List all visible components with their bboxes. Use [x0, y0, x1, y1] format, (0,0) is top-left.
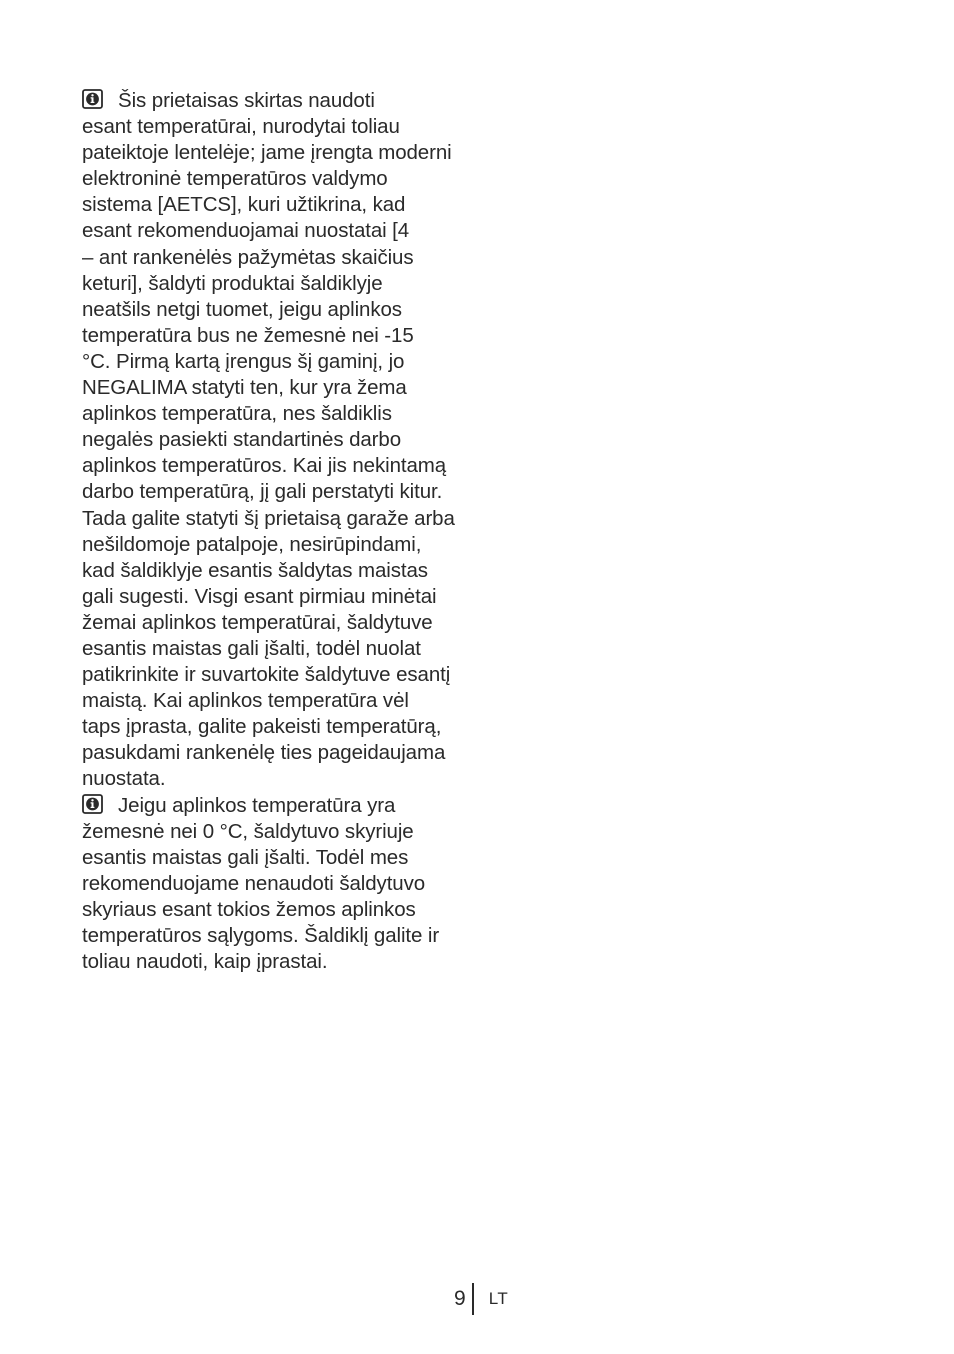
note-line: taps įprasta, galite pakeisti temperatūrą,: [82, 715, 442, 739]
note-line: esantis maistas gali įšalti, todėl nuolat: [82, 636, 421, 660]
note-line: temperatūros sąlygoms. Šaldiklį galite ir: [82, 924, 440, 947]
note-line: nuostata.: [82, 767, 166, 791]
page-number: 9: [454, 1287, 466, 1310]
note-line: Šis prietaisas skirtas naudoti: [118, 89, 375, 112]
note-line: sistema [AETCS], kuri užtikrina, kad: [82, 193, 406, 217]
info-icon: [82, 794, 103, 814]
note-line: esantis maistas gali įšalti. Todėl mes: [82, 845, 409, 869]
note-line: pateiktoje lentelėje; jame įrengta moderni: [82, 141, 452, 165]
footer-divider: [472, 1283, 474, 1315]
note-line: aplinkos temperatūra, nes šaldiklis: [82, 402, 392, 426]
info-icon: [82, 89, 103, 109]
note-line: patikrinkite ir suvartokite šaldytuve esantį: [82, 663, 451, 687]
note-line: keturi], šaldyti produktai šaldiklyje: [82, 271, 383, 295]
note-line: negalės pasiekti standartinės darbo: [82, 428, 402, 452]
note-line: °C. Pirmą kartą įrengus šį gaminį, jo: [82, 349, 405, 373]
note-line: nešildomoje patalpoje, nesirūpindami,: [82, 532, 422, 556]
note-line: neatšils netgi tuomet, jeigu aplinkos: [82, 297, 402, 321]
note-line: pasukdami rankenėlę ties pageidaujama: [82, 741, 446, 765]
note-line: esant temperatūrai, nurodytai toliau: [82, 115, 400, 139]
info-note-temperature-system: [82, 88, 467, 793]
note-line: darbo temperatūrą, jį gali perstatyti kitur.: [82, 480, 443, 504]
note-line: kad šaldiklyje esantis šaldytas maistas: [82, 558, 428, 582]
note-line: temperatūra bus ne žemesnė nei -15: [82, 323, 414, 347]
note-line: žemai aplinkos temperatūrai, šaldytuve: [82, 610, 433, 634]
note-line: žemesnė nei 0 °C, šaldytuvo skyriuje: [82, 819, 414, 843]
note-line: Tada galite statyti šį prietaisą garaže arba: [82, 506, 455, 530]
note-line: aplinkos temperatūros. Kai jis nekintamą: [82, 454, 447, 478]
note-line: – ant rankenėlės pažymėtas skaičius: [82, 245, 414, 269]
page-footer: [454, 1283, 508, 1315]
note-line: rekomenduojame nenaudoti šaldytuvo: [82, 871, 426, 895]
note-line: Jeigu aplinkos temperatūra yra: [118, 793, 396, 817]
note-line: toliau naudoti, kaip įprastai.: [82, 950, 328, 974]
language-code: LT: [488, 1289, 509, 1308]
document-body: [82, 88, 467, 975]
note-line: skyriaus esant tokios žemos aplinkos: [82, 897, 416, 921]
note-line: NEGALIMA statyti ten, kur yra žema: [82, 376, 407, 400]
note-line: gali sugesti. Visgi esant pirmiau minėtai: [82, 584, 437, 608]
note-line: elektroninė temperatūros valdymo: [82, 167, 388, 191]
info-note-low-temperature: [82, 793, 467, 976]
note-line: maistą. Kai aplinkos temperatūra vėl: [82, 689, 409, 713]
note-line: esant rekomenduojamai nuostatai [4: [82, 219, 410, 243]
